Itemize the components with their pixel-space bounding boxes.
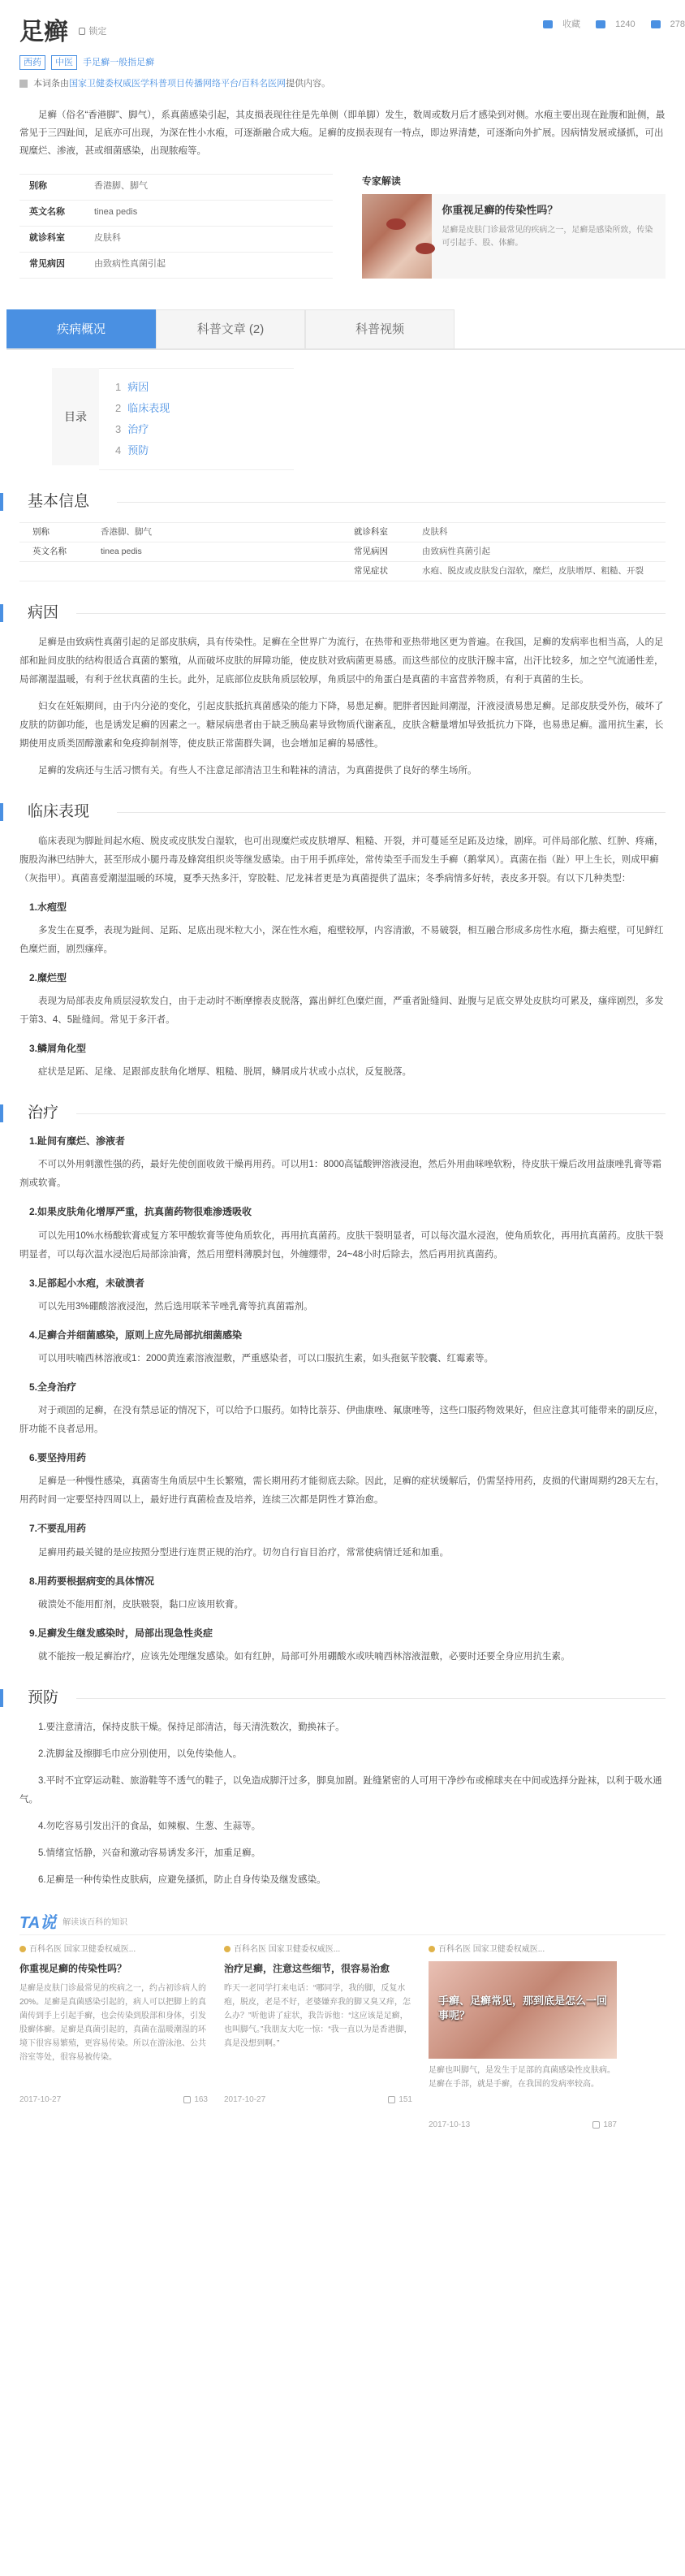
table-of-contents — [52, 368, 666, 470]
ta-card-title: 你重视足癣的传染性吗？ — [19, 1962, 127, 1974]
treatment-item-desc: 可以用呋喃西林溶液或1：2000黄连素溶液湿敷，严重感染者，可以口服抗生素，如头孢氨苄胶囊、红霉素等。 — [38, 1354, 493, 1364]
toc-item-cause[interactable] — [115, 377, 278, 398]
thumbs-up-icon — [183, 2096, 191, 2103]
ta-source — [224, 1943, 412, 1956]
notice-link[interactable]: 国家卫健委权威医学科普项目传播网络平台/百科名医网 — [69, 78, 286, 89]
section-prevention — [0, 1689, 685, 1890]
info-key: 就诊科室 — [29, 233, 65, 244]
toc-label-text: 治疗 — [127, 422, 149, 435]
thumbs-up-icon — [596, 20, 605, 28]
section-clinical — [0, 803, 685, 1083]
favorite-button[interactable] — [536, 19, 580, 29]
expert-section — [362, 174, 666, 279]
notice-prefix: 本词条由 — [33, 78, 70, 89]
basic-key: 就诊科室 — [354, 526, 388, 537]
entry-tags — [19, 55, 666, 71]
treatment-item-desc: 足癣用药最关键的是应按照分型进行连贯正规的治疗。切勿自行盲目治疗，常常使病情迁延和加重。 — [38, 1547, 449, 1558]
ta-card-date: 2017-10-13 — [429, 2120, 471, 2129]
section-title: 基本信息 — [0, 493, 666, 511]
tag-western[interactable]: 西药 — [19, 55, 45, 70]
toc-label-text: 预防 — [127, 443, 149, 456]
thumbs-up-icon — [592, 2121, 600, 2129]
toc-num: 3 — [115, 422, 122, 435]
info-key: 英文名称 — [29, 207, 65, 218]
entry-intro: 足癣（俗名“香港脚”、脚气），系真菌感染引起，其皮损表现往往是先单侧（即单脚）发生，数周或数月后才感染到对侧。水疱主要出现在趾腹和趾侧，最常见于三四趾间，足底亦可出现，为深在性小水疱，可逐渐融合成大疱。足癣的皮损表现有一特点，即边界清楚，可逐渐向外扩展。因病情发展或搔抓，可出现糜烂、渗液，甚或细菌感染，出现脓疱等。 — [19, 110, 666, 156]
thumbs-up-icon — [388, 2096, 395, 2103]
treatment-item-title: 7.不要乱用药 — [29, 1523, 87, 1535]
treatment-item-desc: 可以先用3%硼酸溶液浸泡，然后选用联苯苄唑乳膏等抗真菌霜剂。 — [38, 1301, 313, 1312]
info-row — [19, 201, 333, 227]
prevention-item: 6.足癣是一种传染性皮肤病，应避免搔抓，防止自身传染及继发感染。 — [38, 1874, 326, 1885]
ta-source-text: 百科名医 国家卫健委权威医... — [234, 1944, 341, 1954]
treatment-item-title: 9.足癣发生继发感染时，局部出现急性炎症 — [29, 1627, 213, 1639]
source-avatar-icon — [429, 1946, 435, 1952]
ta-like-count: 151 — [399, 2095, 412, 2105]
toc-item-clinical[interactable] — [115, 398, 278, 419]
basic-value: tinea pedis — [101, 546, 142, 556]
toc-num: 2 — [115, 401, 122, 414]
toc-item-prevention[interactable] — [115, 440, 278, 461]
toc-num: 1 — [115, 380, 122, 393]
source-notice — [19, 77, 666, 92]
section-title: 临床表现 — [0, 803, 666, 821]
prevention-item: 1.要注意清洁，保持皮肤干燥。保持足部清洁，每天清洗数次，勤换袜子。 — [38, 1722, 345, 1732]
clinical-type-desc: 症状是足跖、足缘、足跟部皮肤角化增厚、粗糙、脱屑，鳞屑成片状或小点状，反复脱落。 — [38, 1067, 411, 1078]
expert-card[interactable] — [362, 194, 666, 279]
clinical-type-title: 2.糜烂型 — [29, 971, 67, 983]
star-icon — [543, 20, 553, 28]
tab-overview[interactable]: 疾病概况 — [6, 309, 156, 348]
ta-card-desc: 昨天一老同学打来电话：“哪同学，我的脚，反复水疱，脱皮，老是不好，老婆嫌弃我的脚又臭又痒，怎么办？”听他讲了症状，我告诉他：“这应该是足癣，也叫脚气。”我朋友大吃一惊：“我一直以为是香港脚，真是没想到啊。” — [224, 1984, 412, 2049]
ta-card-date: 2017-10-27 — [224, 2095, 266, 2105]
treatment-item-title: 2.如果皮肤角化增厚严重，抗真菌药物很难渗透吸收 — [29, 1206, 252, 1218]
tab-articles[interactable]: 科普文章 (2) — [156, 309, 305, 348]
treatment-item-desc: 足癣是一种慢性感染，真菌寄生角质层中生长繁殖，需长期用药才能彻底去除。因此，足癣的症状缓解后，仍需坚持用药，皮损的代谢周期约28天左右，用药时间一定要坚持四周以上，最好进行真菌检查及培养，连续三次都是阴性才算治愈。 — [19, 1476, 665, 1506]
source-avatar-icon — [19, 1946, 26, 1952]
section-basic — [0, 493, 685, 581]
cause-paragraph-1: 足癣是由致病性真菌引起的足部皮肤病，具有传染性。足癣在全世界广为流行，在热带和亚热带地区更为普遍。在我国，足癣的发病率也相当高，人的足部和趾间皮肤的结构很适合真菌的繁殖，从而破坏皮肤的屏障功能，使皮肤对致病菌更易感。而这些部位的皮肤汗腺丰富，出汗比较多，加之空气流通性差，局部潮湿温暖，有利于丝状真菌的生长。此外，足底部位皮肤角质层较厚，角质层中的角蛋白是真菌的丰富营养物质，有利于真菌的生长。 — [19, 637, 664, 685]
ta-source-text: 百科名医 国家卫健委权威医... — [438, 1944, 545, 1954]
source-avatar-icon — [224, 1946, 230, 1952]
expert-image — [362, 194, 432, 279]
ta-header — [19, 1913, 666, 1935]
ta-like-count: 163 — [194, 2095, 208, 2105]
ta-card-footer — [19, 2094, 208, 2115]
info-value: 皮肤科 — [94, 233, 121, 244]
treatment-item-title: 6.要坚持用药 — [29, 1452, 87, 1464]
section-title: 病因 — [0, 604, 666, 622]
lock-status — [79, 25, 106, 40]
entry-header — [0, 0, 685, 107]
ta-card[interactable] — [19, 1943, 208, 2140]
treatment-item-desc: 对于顽固的足癣，在没有禁忌证的情况下，可以给予口服药。如特比萘芬、伊曲康唑、氟康唑等，这些口服药物效果好，但应注意其可能带来的副反应，肝功能不良者忌用。 — [19, 1406, 664, 1435]
treatment-item-desc: 可以先用10%水杨酸软膏或复方苯甲酸软膏等使角质软化，再用抗真菌药。皮肤干裂明显者，可以每次温水浸泡，使角质软化，再用抗真菌药。皮肤干裂明显者，可以每次温水浸泡后局部涂油膏，然后用塑料薄膜封包，外缠绷带，24~48小时后除去，然后再用抗真菌药。 — [19, 1230, 664, 1260]
tag-synonym: 手足癣一般指足癣 — [83, 58, 155, 67]
basic-key: 常见病因 — [354, 546, 388, 556]
entry-title: 足癣 — [19, 19, 68, 45]
ta-source-text: 百科名医 国家卫健委权威医... — [29, 1944, 136, 1954]
like-button[interactable] — [589, 19, 635, 29]
clinical-paragraph: 临床表现为脚趾间起水疱、脱皮或皮肤发白湿软，也可出现糜烂或皮肤增厚、粗糙、开裂，并可蔓延至足跖及边缘，剧痒。可伴局部化脓、红肿、疼痛，腹股沟淋巴结肿大，甚至形成小腿丹毒及蜂窝组织炎等继发感染。由于用手抓痒处，常传染至手而发生手癣（鹅掌风）。真菌在指（趾）甲上生长，则成甲癣（灰指甲）。真菌喜爱潮湿温暖的环境，夏季天热多汗，穿胶鞋、尼龙袜者更是为真菌提供了温床；冬季病情多好转，表皮多开裂。有以下几种类型： — [19, 836, 664, 884]
info-key: 别称 — [29, 181, 47, 192]
toc-item-treatment[interactable] — [115, 419, 278, 440]
treatment-item-desc: 就不能按一般足癣治疗，应该先处理继发感染。如有红肿，局部可外用硼酸水或呋喃西林溶液湿敷，必要时还要全身应用抗生素。 — [38, 1651, 571, 1662]
ta-card-date: 2017-10-27 — [19, 2095, 62, 2105]
entry-actions — [530, 18, 685, 32]
ta-like-count: 187 — [603, 2120, 617, 2129]
ta-card[interactable] — [224, 1943, 412, 2140]
treatment-item-title: 5.全身治疗 — [29, 1381, 77, 1394]
share-icon — [651, 20, 661, 28]
tab-videos[interactable]: 科普视频 — [305, 309, 455, 348]
basic-row — [19, 542, 666, 562]
expert-title: 专家解读 — [361, 175, 401, 187]
ta-card-desc: 足癣是皮肤门诊最常见的疾病之一，约占初诊病人的20%。足癣是真菌感染引起的，病人可以把脚上的真菌传到手上引起手癣，也会传染到股部和身体，引发股癣体癣。足癣是真菌引起的，真菌在温暖潮湿的环境下很容易繁殖，更容易传染。所以在游泳池、公共浴室等处，很容易被传染。 — [19, 1984, 207, 2063]
info-row — [19, 227, 333, 253]
basic-value: 水疱、脱皮或皮肤发白湿软，糜烂，皮肤增厚、粗糙、开裂 — [422, 565, 644, 576]
ta-card-image — [429, 1961, 617, 2059]
prevention-item: 3.平时不宜穿运动鞋、旅游鞋等不透气的鞋子，以免造成脚汗过多，脚臭加剧。趾缝紧密的人可用干净纱布或棉球夹在中间或选择分趾袜，以利于吸水通气。 — [19, 1775, 662, 1804]
ta-like-button[interactable] — [388, 2094, 412, 2107]
basic-table — [19, 522, 666, 581]
clinical-type-desc: 表现为局部表皮角质层浸软发白，由于走动时不断摩擦表皮脱落，露出鲜红色糜烂面，严重者趾缝间、趾腹与足底交界处皮肤均可累及，瘙痒剧烈，多发于第3、4、5趾缝间。常见于多汗者。 — [19, 996, 664, 1026]
image-spot — [386, 218, 406, 230]
ta-source — [429, 1943, 617, 1956]
ta-subtitle: 解读该百科的知识 — [62, 1918, 128, 1928]
expert-card-desc: 足癣是皮肤门诊最常见的疾病之一，足癣是感染所致，传染可引起手、股、体癣。 — [442, 225, 653, 248]
ta-card-title: 治疗足癣，注意这些细节，很容易治愈 — [224, 1962, 390, 1974]
ta-source — [19, 1943, 208, 1956]
cause-paragraph-2: 妇女在妊娠期间，由于内分泌的变化，引起皮肤抵抗真菌感染的能力下降，易患足癣。肥胖者因趾间潮湿，汗液浸渍易患足癣。足部皮肤受外伤，破坏了皮肤的防御功能，也是诱发足癣的因素之一。糖尿病患者由于缺乏胰岛素导致物质代谢紊乱，皮肤含糖量增加导致抵抗力下降，也易患足癣。滥用抗生素，长期使用皮质类固醇激素和免疫抑制剂等，使皮肤正常菌群失调，也会增加足癣的易感性。 — [19, 701, 664, 749]
info-row — [19, 175, 333, 201]
lock-label: 锁定 — [88, 27, 107, 37]
ta-card-list — [19, 1943, 666, 2140]
ta-card-image-text: 手癣、足癣常见，那到底是怎么一回事呢？ — [438, 1994, 608, 2022]
info-value: 由致病性真菌引起 — [94, 259, 166, 270]
prevention-item: 5.情绪宜恬静，兴奋和激动容易诱发多汗，加重足癣。 — [38, 1848, 261, 1858]
share-button[interactable] — [644, 19, 685, 29]
ta-logo: TA说 — [19, 1914, 57, 1933]
toc-label-text: 临床表现 — [127, 401, 170, 414]
treatment-item-title: 4.足癣合并细菌感染，原则上应先局部抗细菌感染 — [29, 1329, 243, 1341]
section-treatment — [0, 1104, 685, 1666]
like-count: 1240 — [615, 19, 635, 29]
info-row — [19, 253, 333, 279]
notice-suffix: 提供内容。 — [286, 78, 331, 89]
basic-key: 常见症状 — [354, 565, 388, 576]
basic-value: 由致病性真菌引起 — [422, 546, 490, 556]
info-value: tinea pedis — [94, 207, 138, 218]
clinical-type-title: 1.水疱型 — [29, 901, 67, 913]
toc-num: 4 — [115, 443, 122, 456]
prevention-item: 4.勿吃容易引发出汗的食品，如辣椒、生葱、生蒜等。 — [38, 1821, 261, 1831]
toc-label: 目录 — [52, 368, 99, 465]
section-title: 治疗 — [0, 1104, 666, 1122]
info-key: 常见病因 — [29, 259, 65, 270]
basic-value: 皮肤科 — [422, 526, 448, 537]
basic-value: 香港脚、脚气 — [101, 526, 152, 537]
treatment-item-title: 8.用药要根据病变的具体情况 — [29, 1575, 155, 1587]
info-table — [19, 174, 333, 279]
toc-label-text: 病因 — [127, 380, 149, 393]
lock-icon — [79, 28, 85, 35]
info-icon — [19, 80, 28, 88]
tag-tcm[interactable]: 中医 — [51, 55, 77, 70]
basic-key: 英文名称 — [32, 546, 67, 556]
share-count: 278 — [670, 19, 685, 29]
cause-paragraph-3: 足癣的发病还与生活习惯有关。有些人不注意足部清洁卫生和鞋袜的清洁，为真菌提供了良好的孳生场所。 — [38, 765, 477, 776]
ta-card-footer — [429, 2119, 617, 2140]
info-value: 香港脚、脚气 — [94, 181, 148, 192]
treatment-item-desc: 破溃处不能用酊剂，皮肤皲裂，黏口应该用软膏。 — [38, 1599, 243, 1610]
expert-card-title: 你重视足癣的传染性吗？ — [442, 203, 558, 216]
tab-bar — [6, 309, 685, 350]
info-box — [0, 161, 685, 292]
ta-like-button[interactable] — [183, 2094, 208, 2107]
treatment-item-title: 1.趾间有糜烂、渗液者 — [29, 1135, 126, 1148]
ta-card-desc: 足癣也叫脚气，是发生于足部的真菌感染性皮肤病。足癣在手部，就是手癣，在我国的发病率较高。 — [429, 2065, 615, 2089]
image-spot — [416, 243, 435, 254]
basic-row — [19, 523, 666, 542]
clinical-type-title: 3.鳞屑角化型 — [29, 1043, 87, 1055]
basic-row — [19, 562, 666, 581]
treatment-item-title: 3.足部起小水疱，未破溃者 — [29, 1277, 145, 1289]
toc-list — [99, 368, 294, 470]
ta-like-button[interactable] — [592, 2119, 617, 2132]
treatment-item-desc: 不可以外用刺激性强的药，最好先使创面收敛干燥再用药。可以用1：8000高锰酸钾溶液浸泡，然后外用曲咪唑软粉，待皮肤干燥后改用益康唑乳膏等霜剂或软膏。 — [19, 1160, 661, 1189]
favorite-label: 收藏 — [562, 19, 581, 29]
basic-key: 别称 — [32, 526, 50, 537]
section-cause — [0, 604, 685, 780]
ta-card-footer — [224, 2094, 412, 2115]
section-title: 预防 — [0, 1689, 666, 1707]
ta-card[interactable] — [429, 1943, 617, 2140]
prevention-item: 2.洗脚盆及擦脚毛巾应分别使用，以免传染他人。 — [38, 1748, 243, 1759]
expert-text — [432, 194, 666, 279]
clinical-type-desc: 多发生在夏季，表现为趾间、足跖、足底出现米粒大小，深在性水疱，疱壁较厚，内容清澈，不易破裂，相互融合形成多房性水疱，撕去疱壁，可见鲜红色糜烂面，剧烈瘙痒。 — [19, 925, 664, 954]
